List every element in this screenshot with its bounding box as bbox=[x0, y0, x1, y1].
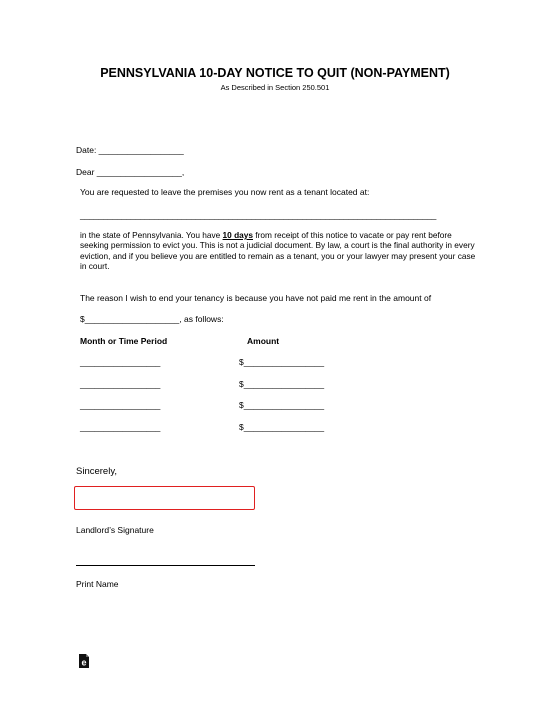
date-field[interactable]: Date: __________________ bbox=[76, 145, 184, 155]
notice-days: 10 days bbox=[222, 230, 253, 240]
sincerely-text: Sincerely, bbox=[76, 466, 118, 477]
period-field[interactable]: _________________ bbox=[80, 422, 161, 432]
document-subtitle: As Described in Section 250.501 bbox=[220, 83, 330, 92]
notice-paragraph bbox=[80, 230, 480, 271]
rent-amount-field[interactable]: $____________________, as follows: bbox=[80, 314, 224, 324]
amount-field[interactable]: $_________________ bbox=[239, 357, 325, 367]
notice-text-end: from receipt of this notice to vacate or pay rent before seeking permission to evict you. This is not a judicial document. By law, a court is the final authority in every eviction, and if you believe you are entitled to remain as a tenant, you or your lawyer may present your case in court. bbox=[80, 230, 476, 271]
print-name-line[interactable] bbox=[76, 565, 255, 566]
amount-field[interactable]: $_________________ bbox=[239, 400, 325, 410]
document-title: PENNSYLVANIA 10-DAY NOTICE TO QUIT (NON-PAYMENT) bbox=[100, 66, 450, 80]
notice-text-start: in the state of Pennsylvania. You have bbox=[80, 230, 223, 240]
eforms-logo-icon bbox=[78, 654, 90, 673]
period-field[interactable]: _________________ bbox=[80, 379, 161, 389]
amount-field[interactable]: $_________________ bbox=[239, 422, 325, 432]
period-field[interactable]: _________________ bbox=[80, 357, 161, 367]
table-header-period: Month or Time Period bbox=[80, 336, 168, 346]
reason-text: The reason I wish to end your tenancy is because you have not paid me rent in the amount of bbox=[80, 293, 432, 303]
table-header-amount: Amount bbox=[247, 336, 280, 346]
address-line[interactable]: _____________________________________________________________________________ bbox=[80, 210, 437, 220]
svg-text:e: e bbox=[81, 657, 87, 668]
print-name-label: Print Name bbox=[76, 579, 119, 589]
period-field[interactable]: _________________ bbox=[80, 400, 161, 410]
premises-request-text: You are requested to leave the premises you now rent as a tenant located at: bbox=[80, 187, 370, 197]
amount-field[interactable]: $_________________ bbox=[239, 379, 325, 389]
signature-field[interactable] bbox=[74, 486, 255, 510]
dear-field[interactable]: Dear __________________, bbox=[76, 167, 185, 177]
signature-label: Landlord’s Signature bbox=[76, 525, 154, 535]
